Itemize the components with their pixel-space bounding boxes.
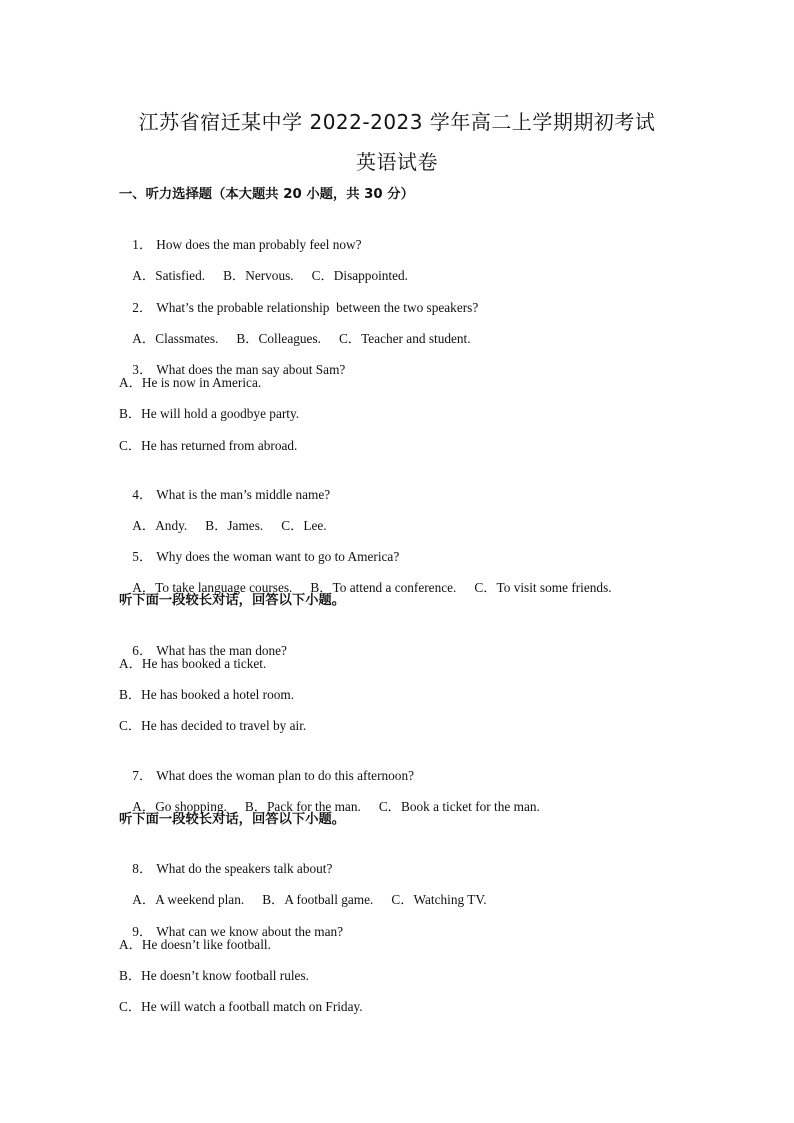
- question-number: 5．: [132, 549, 153, 564]
- option-b: B．A football game.: [262, 892, 374, 907]
- question-number: 3．: [132, 362, 153, 377]
- subsection-heading: 听下面一段较长对话，回答以下小题。: [119, 593, 346, 608]
- option-c: C．He has decided to travel by air.: [119, 718, 307, 733]
- option-a: A．Andy.: [132, 518, 188, 533]
- option-c: C．Watching TV.: [391, 892, 487, 907]
- question-number: 1．: [132, 237, 153, 252]
- option-b: B．Pack for the man.: [244, 799, 361, 814]
- option-b: B．To attend a conference.: [310, 580, 457, 595]
- option-b: B．He will hold a goodbye party.: [119, 406, 300, 421]
- question-number: 4．: [132, 487, 153, 502]
- option-a: A．Satisfied.: [132, 268, 206, 283]
- option-a: A．He has booked a ticket.: [119, 656, 267, 671]
- option-c: C．Teacher and student.: [338, 331, 471, 346]
- option-c: C．Lee.: [281, 518, 327, 533]
- option-b: B．Nervous.: [223, 268, 294, 283]
- question-text: What does the woman plan to do this afternoon?: [156, 768, 414, 783]
- exam-subtitle: 英语试卷: [356, 150, 438, 174]
- option-a: A．Classmates.: [132, 331, 219, 346]
- option-c: C．Disappointed.: [311, 268, 409, 283]
- exam-title: 江苏省宿迁某中学 2022-2023 学年高二上学期期初考试: [138, 110, 656, 134]
- question-number: 7．: [132, 768, 153, 783]
- question-text: What does the man say about Sam?: [156, 362, 346, 377]
- question-number: 8．: [132, 861, 153, 876]
- option-a: A．He is now in America.: [119, 375, 262, 390]
- question-text: What is the man’s middle name?: [156, 487, 331, 502]
- question-text: What has the man done?: [156, 643, 287, 658]
- question-text: What do the speakers talk about?: [156, 861, 333, 876]
- question-number: 9．: [132, 924, 153, 939]
- option-b: B．He doesn’t know football rules.: [119, 968, 309, 983]
- question-text: What’s the probable relationship between the two speakers?: [156, 300, 479, 315]
- subsection-heading: 听下面一段较长对话，回答以下小题。: [119, 812, 346, 827]
- option-c: C．He will watch a football match on Friday.: [119, 999, 363, 1014]
- option-c: C．He has returned from abroad.: [119, 438, 298, 453]
- option-a: A．Go shopping.: [132, 799, 227, 814]
- section-heading: 一、听力选择题（本大题共 20 小题，共 30 分）: [119, 187, 414, 202]
- question-text: What can we know about the man?: [156, 924, 344, 939]
- question-number: 2．: [132, 300, 153, 315]
- question-text: Why does the woman want to go to America?: [156, 549, 400, 564]
- option-c: C．To visit some friends.: [474, 580, 612, 595]
- option-a: A．He doesn’t like football.: [119, 937, 271, 952]
- question-text: How does the man probably feel now?: [156, 237, 362, 252]
- option-c: C．Book a ticket for the man.: [378, 799, 540, 814]
- option-b: B．He has booked a hotel room.: [119, 687, 295, 702]
- option-a: A．A weekend plan.: [132, 892, 245, 907]
- option-b: B．James.: [205, 518, 264, 533]
- question-number: 6．: [132, 643, 153, 658]
- option-b: B．Colleagues.: [236, 331, 321, 346]
- option-a: A．To take language courses.: [132, 580, 293, 595]
